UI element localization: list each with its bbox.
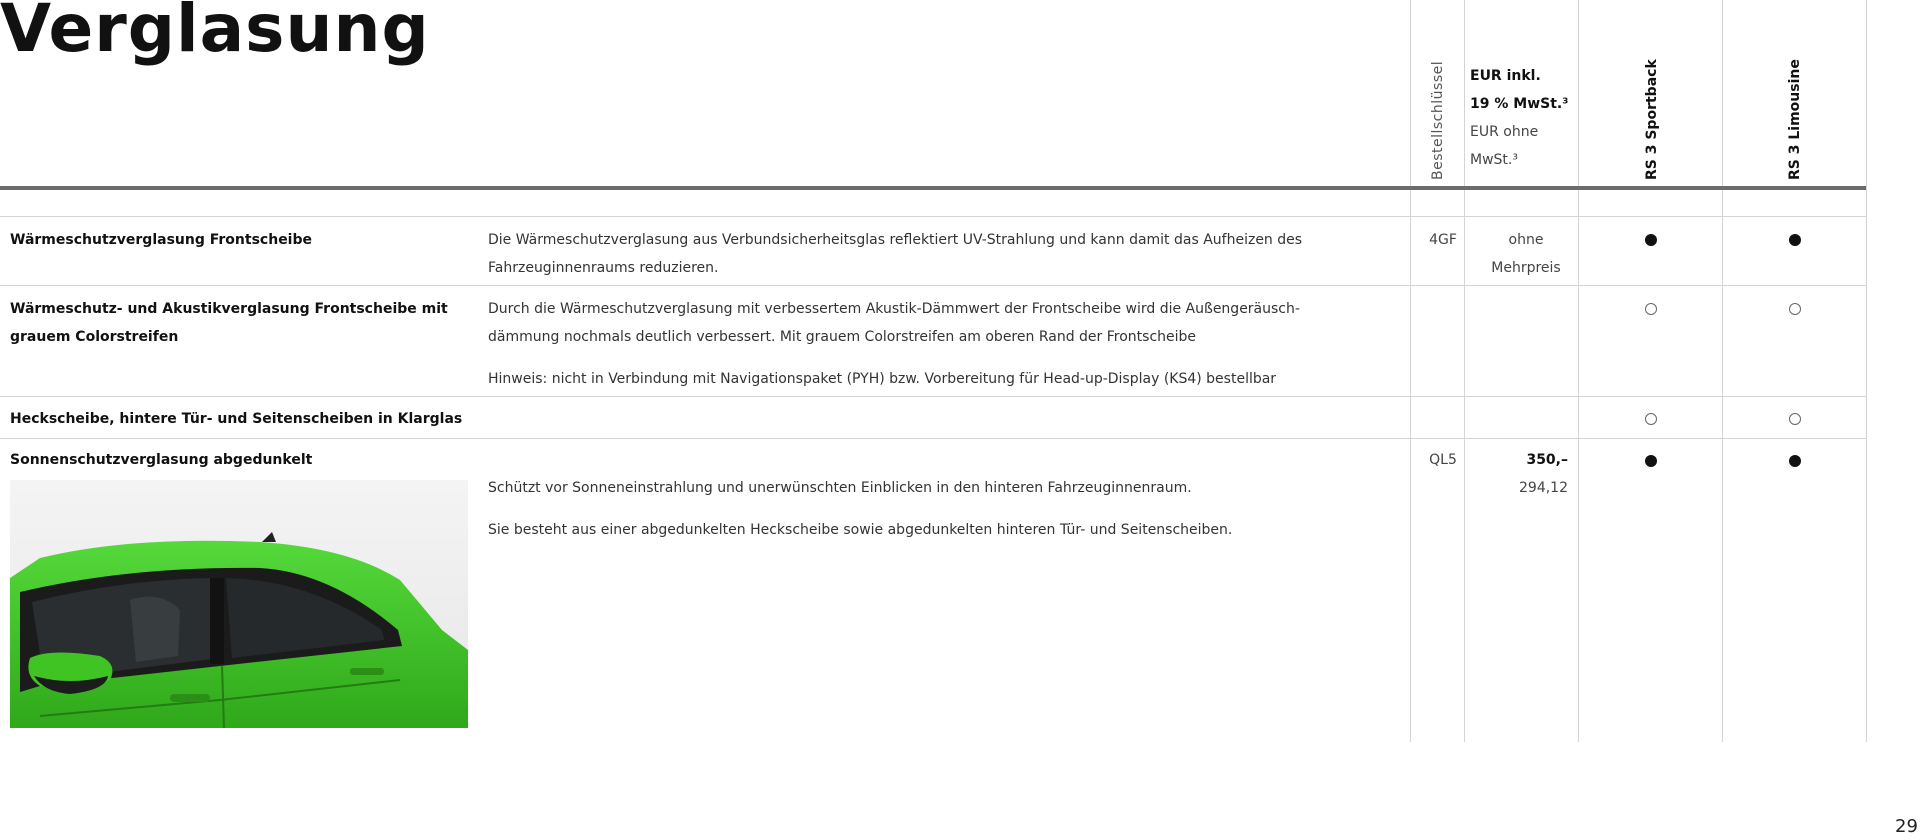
header-model-sportback: RS 3 Sportback <box>1644 59 1660 180</box>
row-desc-line: Sie besteht aus einer abgedunkelten Heckscheibe sowie abgedunkelten hinteren Tür- und Seitenscheiben. <box>488 522 1233 538</box>
standard-dot-icon <box>1645 234 1657 246</box>
optional-circle-icon <box>1645 413 1657 425</box>
page-number: 29 <box>1895 816 1918 837</box>
row-price-line: Mehrpreis <box>1491 260 1561 276</box>
column-divider <box>1464 0 1465 742</box>
row-price-excl: 294,12 <box>1519 480 1568 496</box>
page-title: Verglasung <box>0 0 430 67</box>
row-desc-line: dämmung nochmals deutlich verbessert. Mit grauem Colorstreifen am oberen Rand der Frontscheibe <box>488 329 1197 345</box>
row-price-incl: 350,– <box>1526 452 1568 468</box>
header-price-line4: MwSt.³ <box>1470 152 1518 168</box>
standard-dot-icon <box>1789 455 1801 467</box>
row-desc-line: Durch die Wärmeschutzverglasung mit verbessertem Akustik-Dämmwert der Frontscheibe wird die Außengeräusch- <box>488 301 1300 317</box>
row-desc-line: Fahrzeuginnenraums reduzieren. <box>488 260 719 276</box>
header-model-limousine: RS 3 Limousine <box>1787 59 1803 180</box>
column-divider <box>1866 0 1867 742</box>
header-price <box>1470 62 1568 174</box>
header-price-line3: EUR ohne <box>1470 124 1539 140</box>
row-price-line: ohne <box>1508 232 1544 248</box>
row-price <box>1468 446 1568 502</box>
standard-dot-icon <box>1789 234 1801 246</box>
row-divider <box>0 438 1866 439</box>
row-desc-note: Hinweis: nicht in Verbindung mit Navigationspaket (PYH) bzw. Vorbereitung für Head-up-Display (KS4) bestellbar <box>488 371 1277 387</box>
header-bestellschluessel: Bestellschlüssel <box>1430 60 1446 180</box>
row-name <box>10 295 450 351</box>
row-name: Heckscheibe, hintere Tür- und Seitenscheiben in Klarglas <box>10 411 463 427</box>
header-price-line1: EUR inkl. <box>1470 68 1541 84</box>
row-desc <box>488 226 1368 282</box>
row-desc-line: Schützt vor Sonneneinstrahlung und unerwünschten Einblicken in den hinteren Fahrzeuginnenraum. <box>488 480 1192 496</box>
row-divider <box>0 216 1866 217</box>
row-name: Wärmeschutzverglasung Frontscheibe <box>10 232 312 248</box>
car-image <box>10 480 468 728</box>
optional-circle-icon <box>1789 303 1801 315</box>
row-divider <box>0 285 1866 286</box>
row-name-line: Wärmeschutz- und Akustikverglasung Frontscheibe mit <box>10 301 448 317</box>
column-divider <box>1410 0 1411 742</box>
row-code: 4GF <box>1429 232 1457 248</box>
optional-circle-icon <box>1789 413 1801 425</box>
standard-dot-icon <box>1645 455 1657 467</box>
column-divider <box>1722 0 1723 742</box>
column-divider <box>1578 0 1579 742</box>
row-name-line: grauem Colorstreifen <box>10 329 179 345</box>
row-desc <box>488 295 1368 393</box>
row-divider <box>0 396 1866 397</box>
optional-circle-icon <box>1645 303 1657 315</box>
header-rule <box>0 186 1866 190</box>
row-desc <box>488 474 1368 544</box>
row-code: QL5 <box>1429 452 1457 468</box>
row-desc-line: Die Wärmeschutzverglasung aus Verbundsicherheitsglas reflektiert UV-Strahlung und kann damit das Aufheizen des <box>488 232 1303 248</box>
header-price-line2: 19 % MwSt.³ <box>1470 96 1569 112</box>
row-price <box>1468 226 1584 282</box>
row-name: Sonnenschutzverglasung abgedunkelt <box>10 452 313 468</box>
